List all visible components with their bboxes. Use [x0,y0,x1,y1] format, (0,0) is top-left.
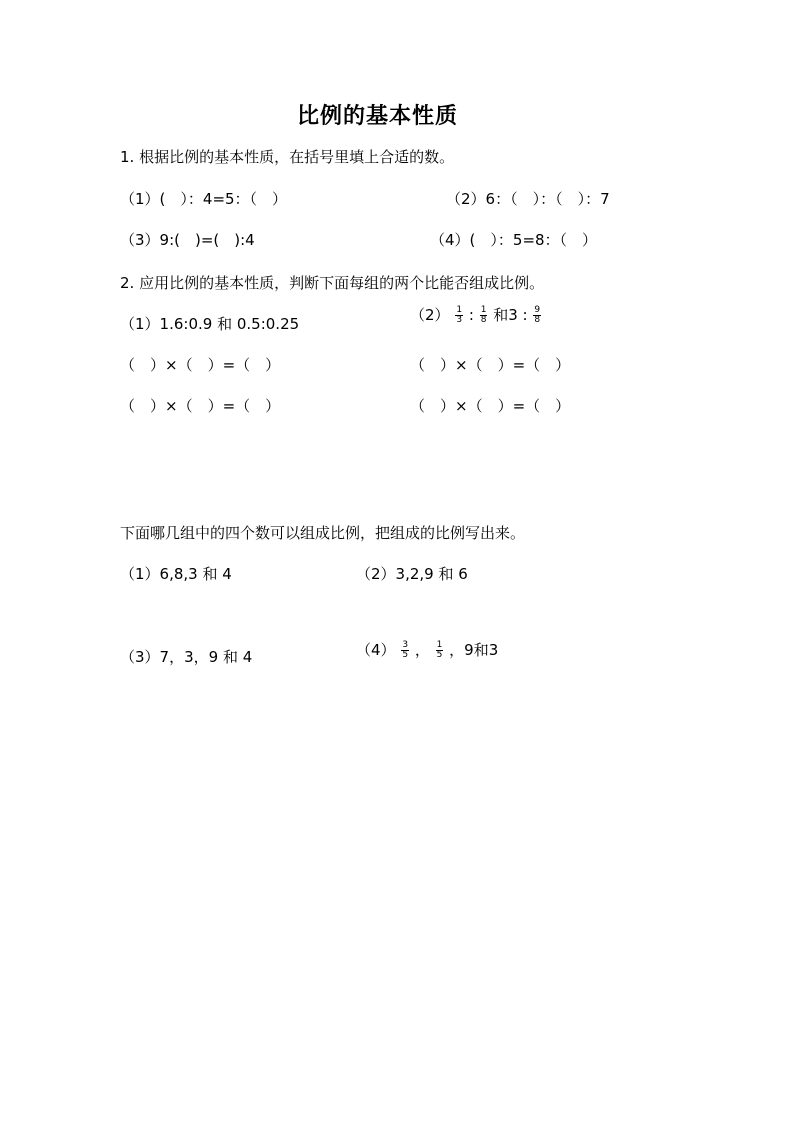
fraction-numerator: 1 [436,640,443,650]
fraction-denominator: 3 [456,315,463,325]
fraction-one-third [455,306,463,325]
fraction-denominator: 8 [534,315,541,325]
question-1-3: （3）9:( )=( ):4 [120,231,255,249]
question-2-2-label: （2） [410,306,450,324]
question-2-2-mid: 和3 : [493,306,528,324]
question-1-1: （1）( ）：4=5：（ ） [120,190,288,208]
fraction-numerator: 3 [402,640,409,650]
page-title: 比例的基本性质 [297,104,459,129]
question-3-4-tail: ，9和3 [449,641,499,659]
question-3-3: （3）7，3，9 和 4 [120,648,253,666]
question-3-4-label: （4） [356,641,396,659]
fraction-denominator: 5 [402,650,409,660]
fraction-nine-eighths [533,306,541,325]
question-1-2: （2）6：（ ）：（ ）：7 [446,190,610,208]
blank-product-row: （ ）×（ ）=（ ） [120,356,281,374]
fraction-numerator: 1 [456,305,463,315]
section-3-heading: 下面哪几组中的四个数可以组成比例，把组成的比例写出来。 [120,524,526,542]
blank-product-row: （ ）×（ ）=（ ） [410,356,571,374]
fraction-one-fifth [436,641,444,660]
question-1-4: （4）( ）：5=8：（ ） [430,231,598,249]
fraction-denominator: 5 [436,650,443,660]
question-3-2: （2）3,2,9 和 6 [356,565,468,583]
fraction-one-eighth [480,306,488,325]
question-3-1: （1）6,8,3 和 4 [120,565,232,583]
blank-product-row: （ ）×（ ）=（ ） [120,397,281,415]
section-2-heading: 2. 应用比例的基本性质，判断下面每组的两个比能否组成比例。 [120,274,545,292]
ratio-colon: : [468,306,474,324]
question-2-1: （1）1.6:0.9 和 0.5:0.25 [120,315,300,333]
blank-product-row: （ ）×（ ）=（ ） [410,397,571,415]
fraction-three-fifths [401,641,409,660]
list-separator: ， [414,641,430,659]
fraction-numerator: 1 [480,305,487,315]
question-2-2 [410,306,542,325]
section-1-heading: 1. 根据比例的基本性质，在括号里填上合适的数。 [120,148,455,166]
question-3-4 [356,641,498,660]
fraction-denominator: 8 [480,315,487,325]
fraction-numerator: 9 [534,305,541,315]
